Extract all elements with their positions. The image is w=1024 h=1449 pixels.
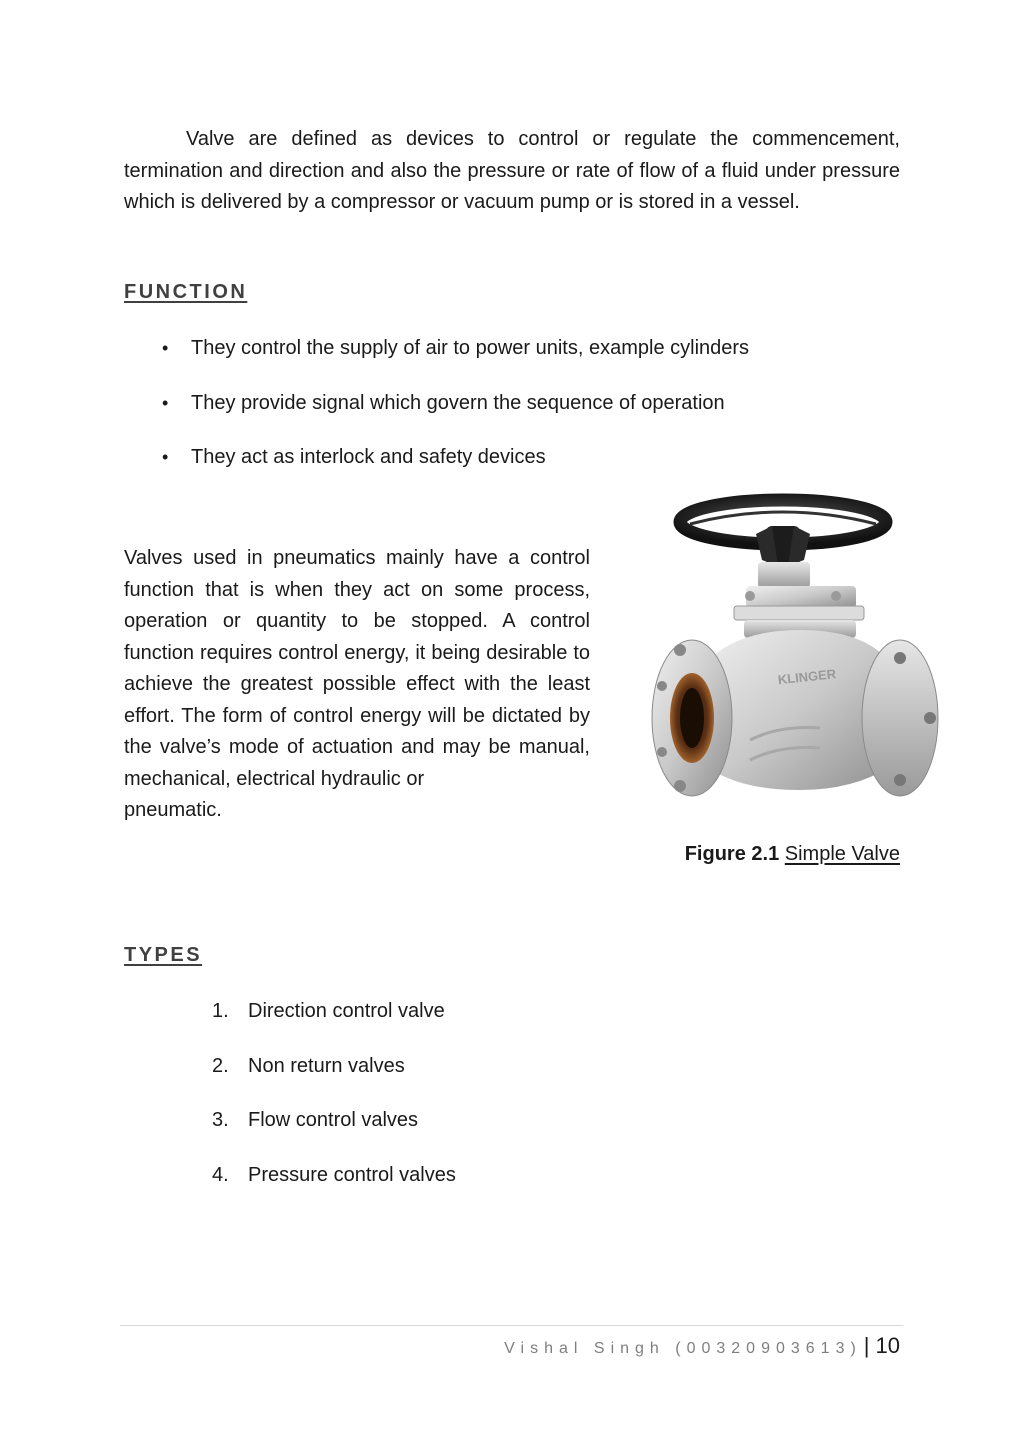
- list-text: Direction control valve: [248, 1000, 445, 1022]
- globe-valve-icon: [650, 490, 950, 830]
- list-number: 2.: [212, 1054, 229, 1077]
- figure-label: Figure 2.1: [684, 843, 780, 865]
- types-list: [212, 996, 456, 1214]
- control-energy-paragraph: [124, 543, 590, 827]
- bullet-icon: •: [162, 338, 169, 358]
- function-bullet-list: [162, 333, 749, 497]
- bullet-text: They act as interlock and safety devices: [191, 446, 546, 468]
- bullet-icon: •: [162, 447, 169, 467]
- list-text: Flow control valves: [248, 1109, 419, 1131]
- types-heading: TYPES: [124, 944, 203, 966]
- footer-author: Vishal Singh (00320903613): [504, 1340, 862, 1357]
- valve-stamp: KLINGER: [777, 666, 837, 688]
- list-item: [212, 1105, 456, 1160]
- paragraph-last-line: pneumatic.: [124, 799, 222, 821]
- bullet-text: They control the supply of air to power units, example cylinders: [191, 337, 750, 359]
- bullet-text: They provide signal which govern the sequence of operation: [191, 391, 725, 414]
- list-text: Non return valves: [248, 1054, 405, 1077]
- list-number: 1.: [212, 1000, 229, 1022]
- list-item: [162, 442, 749, 497]
- list-item: [212, 996, 456, 1051]
- list-item: [162, 388, 749, 443]
- function-heading: FUNCTION: [124, 281, 248, 303]
- list-item: [162, 333, 749, 388]
- list-item: [212, 1160, 456, 1215]
- footer-divider: [120, 1325, 903, 1326]
- page-footer: [504, 1333, 900, 1359]
- intro-paragraph: [124, 124, 900, 219]
- figure-caption: [685, 843, 900, 866]
- paragraph-main-text: Valves used in pneumatics mainly have a control function that is when they act on some process, operation or quantity to be stopped. A control function requires control energy, it being desirable to achieve the greatest possible effect with the least effort. The form of control energy will be dictated by the valve’s mode of actuation and may be manual, mechanical, electrical hydraulic or: [124, 547, 590, 790]
- intro-text: Valve are defined as devices to control or regulate the commencement, termination and direction and also the pressure or rate of flow of a fluid under pressure which is delivered by a compressor or vacuum pump or is stored in a vessel.: [124, 128, 900, 213]
- bullet-icon: •: [162, 392, 169, 413]
- list-item: [212, 1051, 456, 1106]
- footer-separator: |: [863, 1333, 870, 1358]
- list-text: Pressure control valves: [248, 1163, 456, 1186]
- figure-title: Simple Valve: [784, 843, 900, 865]
- list-number: 3.: [212, 1109, 229, 1131]
- page-number: 10: [875, 1333, 900, 1358]
- valve-figure: [650, 490, 950, 830]
- list-number: 4.: [212, 1163, 229, 1186]
